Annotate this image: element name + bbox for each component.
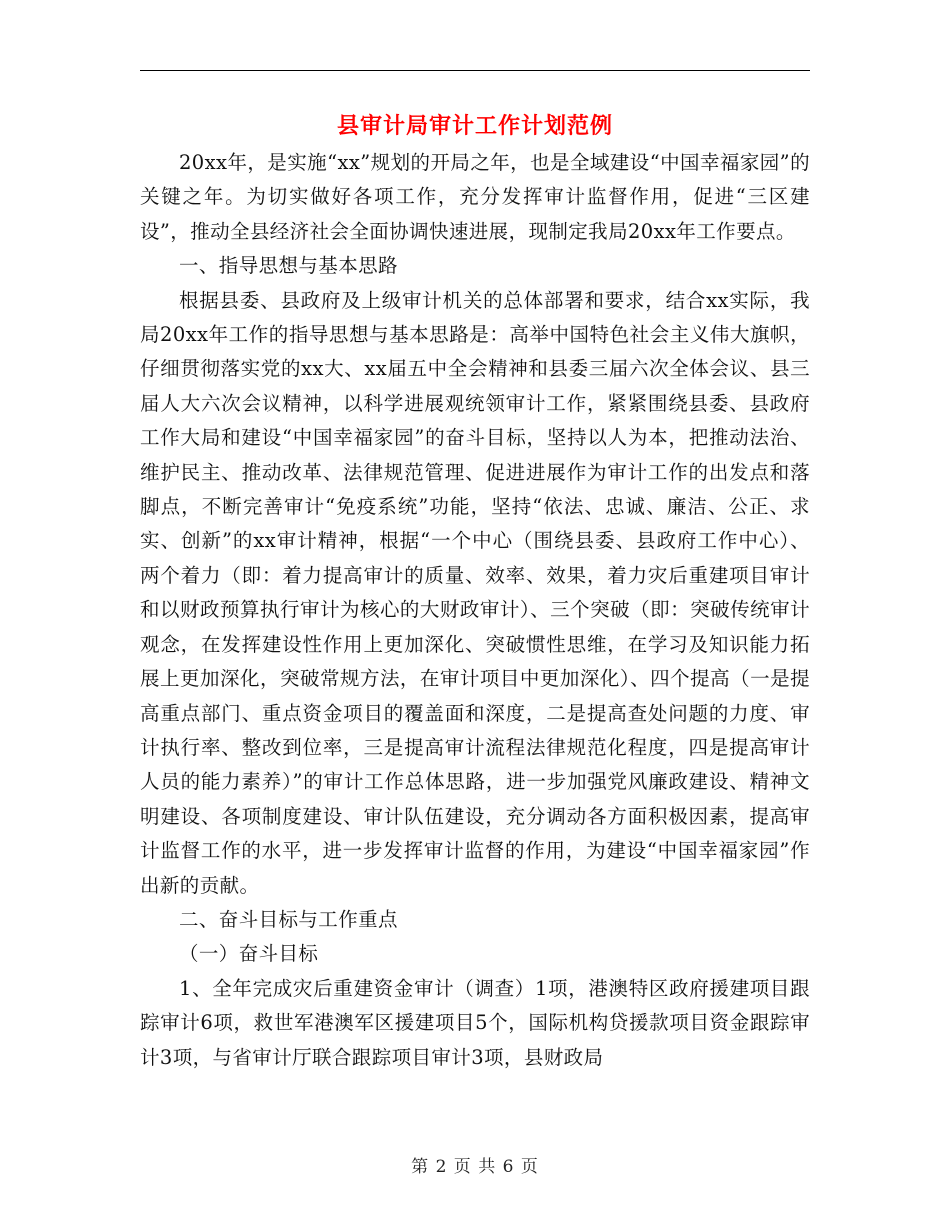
document-title: 县审计局审计工作计划范例 [336, 113, 613, 139]
paragraph-goal-1: 1、全年完成灾后重建资金审计（调查）1项，港澳特区政府援建项目跟踪审计6项，救世军港澳军区援建项目5个，国际机构贷援款项目资金跟踪审计3项，与省审计厅联合跟踪项目审计3项，县财政局 [140, 976, 810, 1069]
subheading-goals: （一）奋斗目标 [179, 942, 319, 966]
heading-goals-focus: 二、奋斗目标与工作重点 [179, 907, 398, 931]
document-body [140, 146, 810, 1075]
heading-guiding-ideas: 一、指导思想与基本思路 [179, 254, 398, 278]
page-number: 第 2 页 共 6 页 [411, 1157, 539, 1177]
paragraph-guiding-ideas: 根据县委、县政府及上级审计机关的总体部署和要求，结合xx实际，我局20xx年工作的指导思想与基本思路是：高举中国特色社会主义伟大旗帜，仔细贯彻落实党的xx大、xx届五中全会精神和县委三届六次全体会议、县三届人大六次会议精神，以科学进展观统领审计工作，紧紧围绕县委、县政府工作大局和建设“中国幸福家园”的奋斗目标，坚持以人为本，把推动法治、维护民主、推动改革、法律规范管理、促进进展作为审计工作的出发点和落脚点，不断完善审计“免疫系统”功能，坚持“依法、忠诚、廉洁、公正、求实、创新”的xx审计精神，根据“一个中心（围绕县委、县政府工作中心）、两个着力（即：着力提高审计的质量、效率、效果，着力灾后重建项目审计和以财政预算执行审计为核心的大财政审计）、三个突破（即：突破传统审计观念，在发挥建设性作用上更加深化、突破惯性思维，在学习及知识能力拓展上更加深化，突破常规方法，在审计项目中更加深化）、四个提高（一是提高重点部门、重点资金项目的覆盖面和深度，二是提高查处问题的力度、审计执行率、整改到位率，三是提高审计流程法律规范化程度，四是提高审计人员的能力素养）”的审计工作总体思路，进一步加强党风廉政建设、精神文明建设、各项制度建设、审计队伍建设，充分调动各方面积极因素，提高审计监督工作的水平，进一步发挥审计监督的作用，为建设“中国幸福家园”作出新的贡献。 [140, 288, 810, 897]
header-rule [140, 70, 810, 71]
paragraph-intro: 20xx年，是实施“xx”规划的开局之年，也是全域建设“中国幸福家园”的关键之年。为切实做好各项工作，充分发挥审计监督作用，促进“三区建设”，推动全县经济社会全面协调快速进展，现制定我局20xx年工作要点。 [140, 151, 810, 243]
